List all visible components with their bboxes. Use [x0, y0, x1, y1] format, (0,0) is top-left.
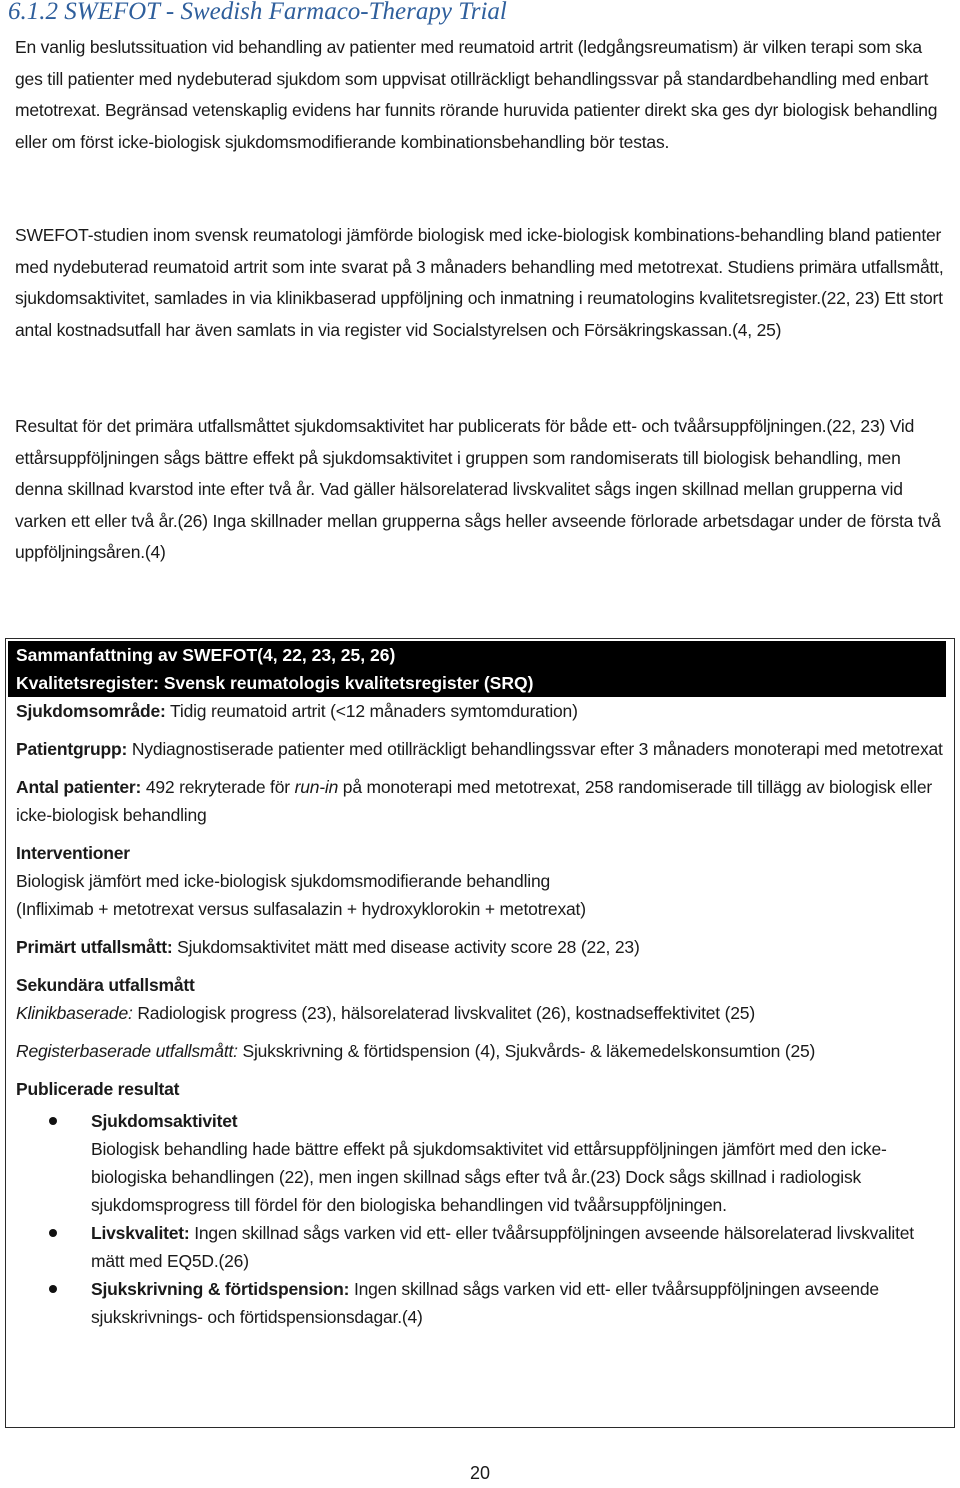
register-row	[16, 1037, 944, 1065]
clinic-value: Radiologisk progress (23), hälsorelaterad livskvalitet (26), kostnadseffektivitet (25)	[137, 1003, 755, 1023]
result-text: Biologisk behandling hade bättre effekt på sjukdomsaktivitet vid ettårsuppföljningen jämfört med den icke-biologiska behandlingen (22), men ingen skillnad sågs efter två år.(23) Dock sågs skillnad i radiologisk sjukdomsprogress till fördel för den biologiska behandlingen vid tvåårsuppföljningen.	[91, 1139, 887, 1215]
page-number: 20	[469, 1463, 491, 1483]
primary-outcome-row	[16, 933, 944, 961]
section-heading	[8, 0, 948, 28]
result-title: Sjukskrivning & förtidspension:	[91, 1279, 350, 1299]
summary-header	[8, 641, 946, 697]
primary-outcome-label: Primärt utfallsmått:	[16, 937, 173, 957]
disease-row	[16, 697, 944, 725]
result-title: Livskvalitet:	[91, 1223, 190, 1243]
summary-registry: Kvalitetsregister: Svensk reumatologis kvalitetsregister (SRQ)	[16, 673, 534, 693]
count-value-b: på monoterapi med metotrexat, 258 randomiserade till tillägg av biologisk eller icke-biologisk behandling	[16, 777, 933, 825]
interventions-line-2: (Infliximab + metotrexat versus sulfasalazin + hydroxyklorokin + metotrexat)	[16, 899, 586, 919]
count-value-italic: run-in	[294, 777, 339, 797]
patients-row	[16, 735, 944, 763]
summary-body	[6, 697, 954, 1331]
result-text: Ingen skillnad sågs varken vid ett- eller tvåårsuppföljningen avseende sjukskrivnings- och förtidspensionsdagar.(4)	[91, 1279, 879, 1327]
disease-value: Tidig reumatoid artrit (<12 månaders symtomduration)	[170, 701, 578, 721]
clinic-row	[16, 999, 944, 1027]
results-list	[16, 1107, 944, 1331]
clinic-label: Klinikbaserade:	[16, 1003, 133, 1023]
paragraph-background: En vanlig beslutssituation vid behandling av patienter med reumatoid artrit (ledgångsreumatism) är vilken terapi som ska ges till patienter med nydebuterad sjukdom som uppvisat otillräckligt behandlingssvar på standardbehandling med enbart metotrexat. Begränsad vetenskaplig evidens har funnits rörande huruvida patienter direkt ska ges dyr biologisk behandling eller om först icke-biologisk sjukdomsmodifierande kombinationsbehandling bör testas.	[15, 37, 938, 152]
section-number: 6.1.2	[8, 0, 58, 25]
result-text: Ingen skillnad sågs varken vid ett- eller tvåårsuppföljningen avseende hälsorelaterad livskvalitet mätt med EQ5D.(26)	[91, 1223, 914, 1271]
bullet-icon	[49, 1117, 57, 1125]
list-item	[91, 1107, 944, 1219]
primary-outcome-value: Sjukdomsaktivitet mätt med disease activity score 28 (22, 23)	[177, 937, 640, 957]
paragraph-study-design: SWEFOT-studien inom svensk reumatologi jämförde biologisk med icke-biologisk kombinations-behandling bland patienter med nydebuterad reumatoid artrit som inte svarat på 3 månaders behandling med metotrexat. Studiens primära utfallsmått, sjukdomsaktivitet, samlades in via klinikbaserad uppföljning och inmatning i reumatologins kvalitetsregister.(22, 23) Ett stort antal kostnadsutfall har även samlats in via register vid Socialstyrelsen och Försäkringskassan.(4, 25)	[15, 225, 944, 340]
disease-label: Sjukdomsområde:	[16, 701, 166, 721]
bullet-icon	[49, 1285, 57, 1293]
summary-box	[5, 638, 955, 1428]
count-value-a: 492 rekryterade för	[145, 777, 290, 797]
published-results-label: Publicerade resultat	[16, 1079, 180, 1099]
register-label: Registerbaserade utfallsmått:	[16, 1041, 238, 1061]
bullet-icon	[49, 1229, 57, 1237]
patients-label: Patientgrupp:	[16, 739, 128, 759]
count-label: Antal patienter:	[16, 777, 142, 797]
paragraph-results: Resultat för det primära utfallsmåttet sjukdomsaktivitet har publicerats för både ett- och tvåårsuppföljningen.(22, 23) Vid ettårsuppföljningen sågs bättre effekt på sjukdomsaktivitet i gruppen som randomiserats till biologisk behandling, men denna skillnad kvarstod inte efter två år. Vad gäller hälsorelaterad livskvalitet sågs ingen skillnad mellan grupperna vid varken ett eller två år.(26) Inga skillnader mellan grupperna sågs heller avseende förlorade arbetsdagar under de första två uppföljningsåren.(4)	[15, 416, 941, 562]
list-item	[91, 1275, 944, 1331]
result-title: Sjukdomsaktivitet	[91, 1111, 238, 1131]
list-item	[91, 1219, 944, 1275]
secondary-outcomes-label: Sekundära utfallsmått	[16, 975, 195, 995]
patients-value: Nydiagnostiserade patienter med otillräckligt behandlingssvar efter 3 månaders monoterapi med metotrexat	[131, 739, 943, 759]
section-title: SWEFOT - Swedish Farmaco-Therapy Trial	[64, 0, 507, 25]
interventions-line-1: Biologisk jämfört med icke-biologisk sjukdomsmodifierande behandling	[16, 871, 551, 891]
count-row	[16, 773, 944, 829]
interventions-label: Interventioner	[16, 843, 130, 863]
register-value: Sjukskrivning & förtidspension (4), Sjukvårds- & läkemedelskonsumtion (25)	[242, 1041, 816, 1061]
summary-title: Sammanfattning av SWEFOT(4, 22, 23, 25, 26)	[16, 645, 396, 665]
